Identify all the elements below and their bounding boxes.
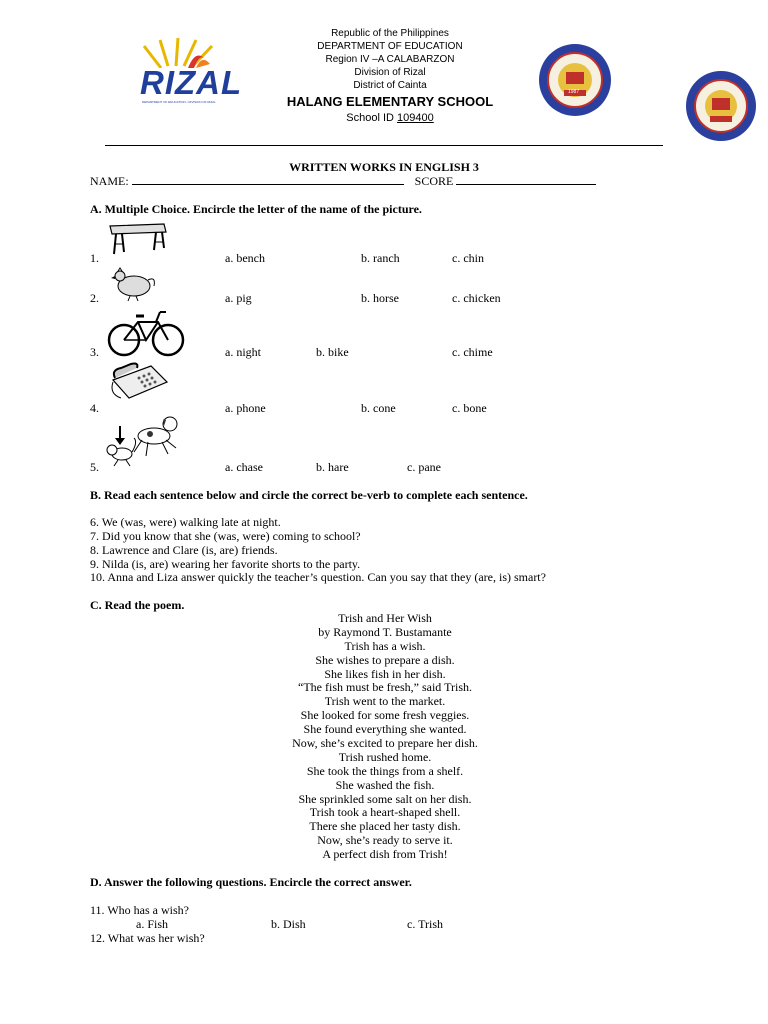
school-id: [240, 111, 540, 126]
poem-line: There she placed her tasty dish.: [309, 819, 461, 834]
score-label: SCORE: [414, 174, 454, 188]
name-field: [90, 174, 596, 189]
header-line: DEPARTMENT OF EDUCATION: [317, 41, 463, 52]
poem-line: She likes fish in her dish.: [324, 666, 446, 681]
item-5-number: 5.: [90, 460, 99, 474]
header-line: Republic of the Philippines: [331, 28, 449, 39]
chicken-picture: [110, 268, 158, 302]
poem-line: A perfect dish from Trish!: [322, 847, 448, 862]
b-item: 10. Anna and Liza answer quickly the teacher’s question. Can you say that they (are, is) smart?: [90, 570, 546, 584]
poem-line: Trish took a heart-shaped shell.: [309, 805, 461, 820]
poem-line: Now, she’s excited to prepare her dish.: [292, 736, 478, 751]
item-4-number: 4.: [90, 401, 99, 415]
q11-option-b[interactable]: b. Dish: [271, 917, 306, 931]
school-name: HALANG ELEMENTARY SCHOOL: [286, 94, 494, 109]
q11-option-c[interactable]: c. Trish: [407, 917, 444, 931]
rizal-logo-text: RIZAL: [140, 64, 243, 101]
b-item: 6. We (was, were) walking late at night.: [90, 515, 281, 529]
item-1-option-c[interactable]: c. chin: [452, 251, 484, 265]
school-id-value: 109400: [397, 112, 434, 124]
worksheet-title: WRITTEN WORKS IN ENGLISH 3: [289, 160, 479, 174]
header-divider: [105, 145, 663, 146]
name-line: [132, 174, 404, 185]
score-line: [456, 174, 596, 185]
item-3-option-a[interactable]: a. night: [225, 345, 261, 359]
item-1-option-a[interactable]: a. bench: [225, 251, 265, 265]
poem: [200, 612, 570, 862]
item-1-number: 1.: [90, 251, 99, 265]
school-id-label: School ID: [346, 112, 394, 124]
item-4-option-c[interactable]: c. bone: [452, 401, 487, 415]
poem-line: She sprinkled some salt on her dish.: [298, 791, 472, 806]
item-4-option-a[interactable]: a. phone: [225, 401, 266, 415]
name-label: NAME:: [90, 174, 129, 188]
poem-line: “The fish must be fresh,” said Trish.: [298, 680, 472, 695]
item-2-option-b[interactable]: b. horse: [361, 291, 399, 305]
item-3-option-b[interactable]: b. bike: [316, 345, 349, 359]
school-seal-1: [530, 42, 620, 123]
b-item: 7. Did you know that she (was, were) coming to school?: [90, 529, 361, 543]
section-b-heading: B. Read each sentence below and circle the correct be-verb to complete each sentence.: [90, 488, 528, 502]
header-block: [240, 27, 540, 126]
dog-chasing-cat-picture: [106, 412, 180, 468]
b-item: 8. Lawrence and Clare (is, are) friends.: [90, 543, 278, 557]
question-11: 11. Who has a wish?: [90, 903, 189, 917]
section-d-heading: D. Answer the following questions. Encircle the correct answer.: [90, 875, 412, 889]
q11-option-a[interactable]: a. Fish: [136, 917, 169, 931]
item-3-number: 3.: [90, 345, 99, 359]
item-1-option-b[interactable]: b. ranch: [361, 251, 400, 265]
poem-line: She looked for some fresh veggies.: [300, 708, 470, 723]
section-a-heading: A. Multiple Choice. Encircle the letter of the name of the picture.: [90, 202, 422, 216]
b-item: 9. Nilda (is, are) wearing her favorite shorts to the party.: [90, 557, 361, 571]
poem-line: Trish went to the market.: [324, 694, 446, 709]
poem-line: She took the things from a shelf.: [306, 763, 464, 778]
item-5-option-b[interactable]: b. hare: [316, 460, 349, 474]
header-line: District of Cainta: [353, 80, 427, 91]
school-seal-graphic-2: [678, 70, 764, 142]
item-2-option-a[interactable]: a. pig: [225, 291, 252, 305]
item-3-option-c[interactable]: c. chime: [452, 345, 493, 359]
section-c-heading: C. Read the poem.: [90, 598, 185, 612]
poem-line: Now, she’s ready to serve it.: [317, 833, 453, 848]
rizal-logo: [136, 38, 246, 108]
poem-line: Trish has a wish.: [344, 638, 426, 653]
school-seal-2: [678, 70, 764, 147]
poem-line: She wishes to prepare a dish.: [315, 652, 455, 667]
header-line: Region IV –A CALABARZON: [325, 54, 455, 65]
item-2-number: 2.: [90, 291, 99, 305]
poem-line: She washed the fish.: [335, 777, 435, 792]
poem-line: She found everything she wanted.: [303, 722, 467, 737]
item-4-option-b[interactable]: b. cone: [361, 401, 396, 415]
item-2-option-c[interactable]: c. chicken: [452, 291, 501, 305]
poem-line: Trish rushed home.: [338, 749, 432, 764]
rizal-logo-subtext: DEPARTMENT OF EDUCATION • DIVISION OF RIZAL: [142, 100, 216, 104]
item-5-option-c[interactable]: c. pane: [407, 460, 441, 474]
question-12: 12. What was her wish?: [90, 931, 205, 945]
bench-picture: [108, 218, 168, 260]
poem-title: Trish and Her Wish: [338, 611, 432, 625]
phone-picture: [107, 360, 171, 402]
seal-year: 1987: [568, 89, 580, 95]
header-line: Division of Rizal: [354, 67, 426, 78]
poem-author: by Raymond T. Bustamante: [318, 624, 452, 639]
school-seal-graphic: [530, 42, 620, 118]
item-5-option-a[interactable]: a. chase: [225, 460, 263, 474]
bike-picture: [106, 306, 186, 358]
